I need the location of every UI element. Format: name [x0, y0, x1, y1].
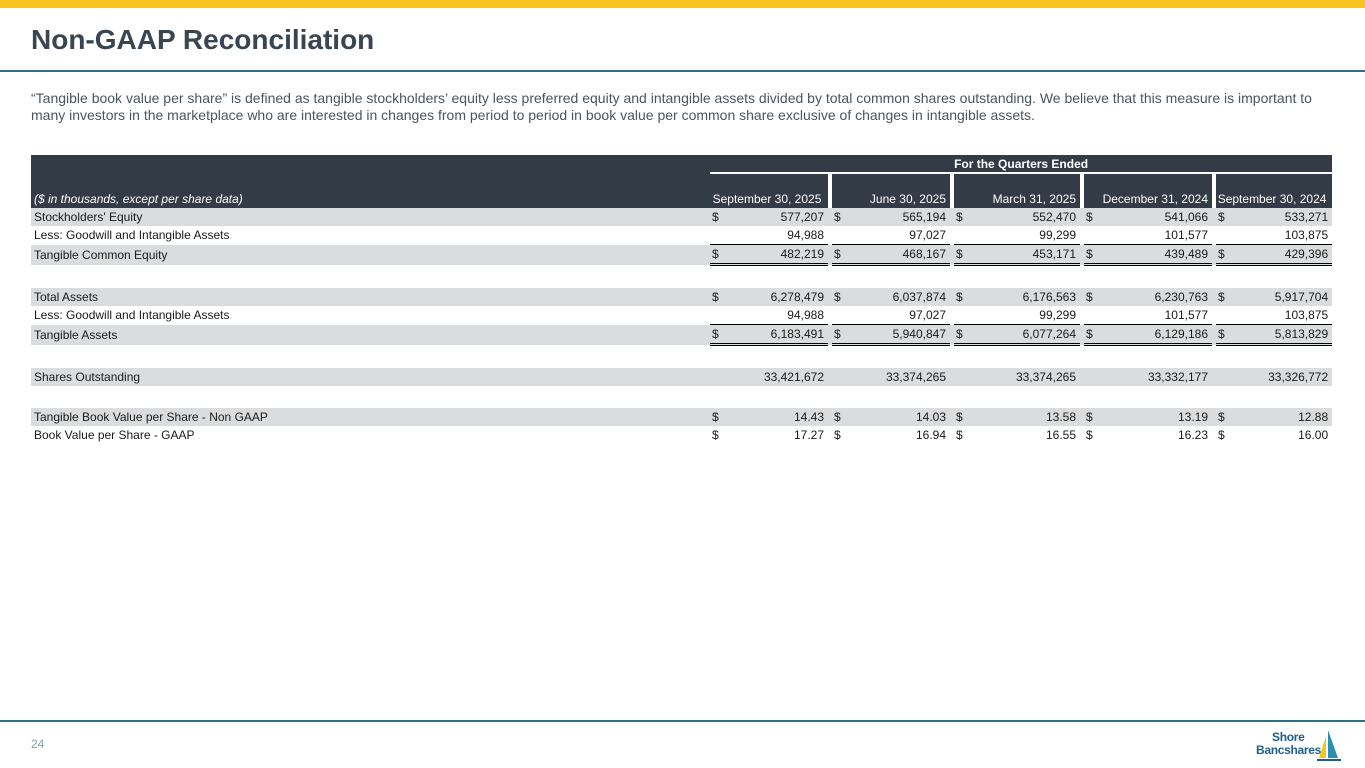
dollar-sign: $	[832, 288, 846, 306]
dollar-sign	[832, 368, 846, 386]
cell-value: 482,219	[724, 245, 828, 265]
cell-value: 94,988	[724, 226, 828, 245]
row-label: Less: Goodwill and Intangible Assets	[34, 308, 230, 323]
cell-value: 16.23	[1177, 428, 1208, 442]
cell-value: 103,875	[1230, 306, 1332, 325]
cell-value: 99,299	[968, 306, 1080, 325]
dollar-sign	[710, 368, 724, 386]
cell-value: 14.43	[724, 408, 828, 426]
page-number: 24	[31, 737, 45, 751]
dollar-sign: $	[954, 288, 968, 306]
dollar-sign: $	[1084, 208, 1098, 226]
dollar-sign: $	[1216, 325, 1230, 345]
cell-value: 33,326,772	[1230, 368, 1332, 386]
dollar-sign: $	[712, 428, 719, 442]
dollar-sign	[832, 306, 846, 325]
cell-value: 533,271	[1230, 208, 1332, 226]
reconciliation-table	[31, 155, 1332, 444]
cell-value: 103,875	[1230, 226, 1332, 245]
units-label: ($ in thousands, except per share data)	[31, 173, 706, 208]
dollar-sign: $	[832, 245, 846, 265]
footer-divider	[0, 720, 1365, 722]
dollar-sign	[1084, 226, 1098, 245]
cell-value: 6,129,186	[1098, 325, 1212, 345]
cell-value: 468,167	[846, 245, 950, 265]
dollar-sign: $	[1086, 428, 1093, 442]
row-label: Tangible Book Value per Share - Non GAAP	[31, 408, 706, 426]
column-header: March 31, 2025	[954, 173, 1080, 208]
table-row-equity	[31, 208, 1332, 226]
sailboat-icon	[1316, 728, 1342, 762]
column-header: September 30, 2025	[710, 173, 828, 208]
cell-value: 101,577	[1098, 226, 1212, 245]
cell-value: 16.94	[915, 428, 946, 442]
dollar-sign	[1084, 368, 1098, 386]
dollar-sign	[832, 226, 846, 245]
dollar-sign: $	[832, 408, 846, 426]
cell-value: 33,374,265	[968, 368, 1080, 386]
logo-text-line1: Shore	[1272, 730, 1305, 744]
column-header: September 30, 2024	[1216, 173, 1332, 208]
cell-value: 97,027	[846, 306, 950, 325]
cell-value: 16.55	[1045, 428, 1076, 442]
cell-value: 16.00	[1298, 428, 1329, 442]
row-label: Tangible Common Equity	[31, 245, 706, 265]
cell-value: 12.88	[1230, 408, 1332, 426]
spacer-row	[31, 386, 1332, 408]
dollar-sign	[954, 226, 968, 245]
table-row-less-gw2	[31, 306, 1332, 325]
cell-value: 6,077,264	[968, 325, 1080, 345]
cell-value: 101,577	[1098, 306, 1212, 325]
dollar-sign: $	[1084, 288, 1098, 306]
row-label: Tangible Assets	[31, 325, 706, 345]
dollar-sign: $	[832, 325, 846, 345]
dollar-sign: $	[1084, 408, 1098, 426]
group-header: For the Quarters Ended	[710, 155, 1332, 173]
cell-value: 33,374,265	[846, 368, 950, 386]
dollar-sign: $	[834, 428, 841, 442]
cell-value: 6,278,479	[724, 288, 828, 306]
dollar-sign	[710, 306, 724, 325]
cell-value: 5,940,847	[846, 325, 950, 345]
dollar-sign: $	[1218, 428, 1225, 442]
cell-value: 94,988	[724, 306, 828, 325]
table-row-less-gw1	[31, 226, 1332, 245]
dollar-sign: $	[956, 428, 963, 442]
dollar-sign	[710, 226, 724, 245]
dollar-sign: $	[710, 208, 724, 226]
dollar-sign: $	[710, 245, 724, 265]
row-label: Total Assets	[31, 288, 706, 306]
row-label: Stockholders' Equity	[31, 208, 706, 226]
dollar-sign: $	[1216, 208, 1230, 226]
dollar-sign: $	[1084, 245, 1098, 265]
cell-value: 577,207	[724, 208, 828, 226]
cell-value: 5,917,704	[1230, 288, 1332, 306]
cell-value: 453,171	[968, 245, 1080, 265]
dollar-sign	[1216, 226, 1230, 245]
cell-value: 13.19	[1098, 408, 1212, 426]
spacer-row	[31, 345, 1332, 369]
cell-value: 6,183,491	[724, 325, 828, 345]
dollar-sign: $	[1216, 288, 1230, 306]
company-logo	[1250, 728, 1342, 762]
cell-value: 565,194	[846, 208, 950, 226]
cell-value: 541,066	[1098, 208, 1212, 226]
table-row-total-assets	[31, 288, 1332, 306]
table-row-tbvps	[31, 408, 1332, 426]
dollar-sign: $	[1084, 325, 1098, 345]
cell-value: 14.03	[846, 408, 950, 426]
dollar-sign: $	[710, 325, 724, 345]
dollar-sign: $	[710, 408, 724, 426]
dollar-sign	[954, 368, 968, 386]
logo-text-line2: Bancshares	[1256, 743, 1322, 757]
row-label: Book Value per Share - GAAP	[34, 428, 195, 442]
dollar-sign: $	[954, 325, 968, 345]
spacer-row	[31, 265, 1332, 289]
column-header: December 31, 2024	[1084, 173, 1212, 208]
column-header: June 30, 2025	[832, 173, 950, 208]
cell-value: 33,332,177	[1098, 368, 1212, 386]
dollar-sign: $	[1216, 408, 1230, 426]
dollar-sign: $	[954, 208, 968, 226]
cell-value: 5,813,829	[1230, 325, 1332, 345]
cell-value: 33,421,672	[724, 368, 828, 386]
cell-value: 439,489	[1098, 245, 1212, 265]
row-label: Less: Goodwill and Intangible Assets	[34, 228, 230, 243]
table-row-shares	[31, 368, 1332, 386]
dollar-sign: $	[832, 208, 846, 226]
page-title: Non-GAAP Reconciliation	[31, 24, 375, 55]
dollar-sign	[1216, 368, 1230, 386]
dollar-sign	[1216, 306, 1230, 325]
table-header-group-row	[31, 155, 1332, 173]
cell-value: 99,299	[968, 226, 1080, 245]
title-divider	[0, 70, 1365, 72]
top-accent-bar	[0, 0, 1365, 8]
dollar-sign: $	[954, 408, 968, 426]
cell-value: 429,396	[1230, 245, 1332, 265]
cell-value: 17.27	[793, 428, 824, 442]
cell-value: 97,027	[846, 226, 950, 245]
cell-value: 6,230,763	[1098, 288, 1212, 306]
dollar-sign	[1084, 306, 1098, 325]
cell-value: 13.58	[968, 408, 1080, 426]
cell-value: 6,176,563	[968, 288, 1080, 306]
row-label: Shares Outstanding	[31, 368, 706, 386]
dollar-sign: $	[710, 288, 724, 306]
cell-value: 6,037,874	[846, 288, 950, 306]
dollar-sign: $	[954, 245, 968, 265]
cell-value: 552,470	[968, 208, 1080, 226]
intro-paragraph: “Tangible book value per share” is defined as tangible stockholders’ equity less preferred equity and intangible assets divided by total common shares outstanding. We believe that this measure is important to many investors in the marketplace who are interested in changes from period to period in book value per common share exclusive of changes in intangible assets.	[31, 90, 1312, 123]
table-row-bvps	[31, 426, 1332, 444]
table-header-row	[31, 173, 1332, 208]
table-row-tangible-assets	[31, 325, 1332, 345]
table-row-tce	[31, 245, 1332, 265]
dollar-sign	[954, 306, 968, 325]
dollar-sign: $	[1216, 245, 1230, 265]
